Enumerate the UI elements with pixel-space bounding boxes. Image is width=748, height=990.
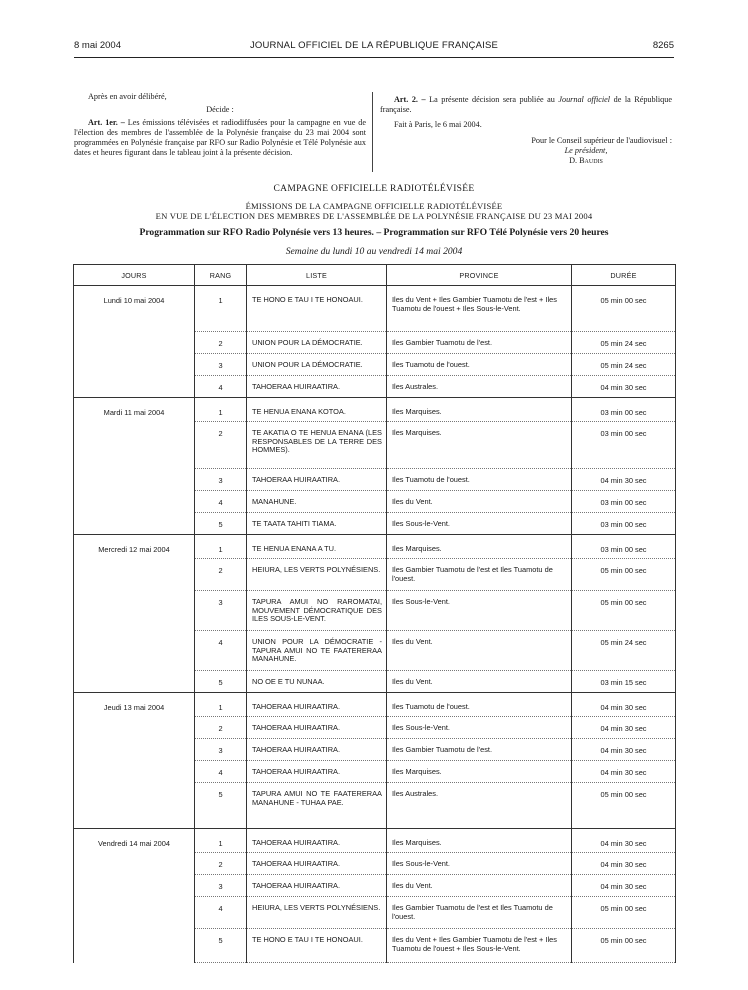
rang-cell: 5	[195, 513, 247, 535]
liste-cell: TAHOERAA HUIRAATIRA.	[247, 829, 387, 853]
article-1	[74, 118, 366, 158]
province-cell: Iles Australes.	[387, 376, 572, 398]
table-row	[74, 693, 676, 717]
province-cell: Iles Gambier Tuamotu de l'est.	[387, 739, 572, 761]
duree-cell: 03 min 00 sec	[572, 535, 676, 559]
rang-cell: 1	[195, 398, 247, 422]
place-date: Fait à Paris, le 6 mai 2004.	[394, 120, 482, 129]
running-header	[74, 40, 674, 54]
rang-cell: 5	[195, 929, 247, 963]
duree-cell: 05 min 00 sec	[572, 897, 676, 929]
rang-cell: 2	[195, 422, 247, 469]
province-cell: Iles Sous-le-Vent.	[387, 717, 572, 739]
liste-cell: TAHOERAA HUIRAATIRA.	[247, 469, 387, 491]
liste-cell: TE HENUA ENANA KOTOA.	[247, 398, 387, 422]
duree-cell: 04 min 30 sec	[572, 875, 676, 897]
liste-cell: TAPURA AMUI NO RAROMATAI, MOUVEMENT DÉMOCRATIQUE DES ILES SOUS-LE-VENT.	[247, 591, 387, 631]
column-header: RANG	[195, 265, 247, 286]
emissions-title	[74, 201, 674, 221]
duree-cell: 03 min 00 sec	[572, 398, 676, 422]
rang-cell: 2	[195, 717, 247, 739]
table-row	[74, 286, 676, 332]
column-header: LISTE	[247, 265, 387, 286]
rang-cell: 4	[195, 631, 247, 671]
article-2-label: Art. 2. –	[394, 95, 426, 104]
liste-cell: HEIURA, LES VERTS POLYNÉSIENS.	[247, 897, 387, 929]
liste-cell: TAPURA AMUI NO TE FAATERERAA MANAHUNE - TUHAA PAE.	[247, 783, 387, 829]
rang-cell: 3	[195, 469, 247, 491]
rang-cell: 4	[195, 376, 247, 398]
duree-cell: 04 min 30 sec	[572, 376, 676, 398]
province-cell: Iles Gambier Tuamotu de l'est.	[387, 332, 572, 354]
liste-cell: TE AKATIA O TE HENUA ENANA (LES RESPONSABLES DE LA TERRE DES HOMMES).	[247, 422, 387, 469]
issue-date: 8 mai 2004	[74, 40, 122, 51]
page-number: 8265	[652, 40, 674, 51]
column-header: PROVINCE	[387, 265, 572, 286]
duree-cell: 04 min 30 sec	[572, 853, 676, 875]
day-cell: Lundi 10 mai 2004	[74, 286, 195, 398]
rang-cell: 4	[195, 491, 247, 513]
duree-cell: 05 min 24 sec	[572, 332, 676, 354]
article-2-text-before: La présente décision sera publiée au	[429, 95, 555, 104]
campaign-title: CAMPAGNE OFFICIELLE RADIOTÉLÉVISÉE	[273, 184, 475, 194]
article-2-journal: Journal officiel	[558, 95, 611, 104]
programming-title: Programmation sur RFO Radio Polynésie vers 13 heures. – Programmation sur RFO Télé Polynésie vers 20 heures	[139, 227, 609, 238]
table-header-row	[74, 265, 676, 286]
table-row	[74, 398, 676, 422]
header-rule	[74, 57, 674, 58]
rang-cell: 1	[195, 693, 247, 717]
province-cell: Iles Marquises.	[387, 535, 572, 559]
province-cell: Iles Gambier Tuamotu de l'est et Iles Tuamotu de l'ouest.	[387, 897, 572, 929]
duree-cell: 05 min 24 sec	[572, 354, 676, 376]
rang-cell: 5	[195, 783, 247, 829]
province-cell: Iles du Vent.	[387, 671, 572, 693]
rang-cell: 1	[195, 535, 247, 559]
column-header: JOURS	[74, 265, 195, 286]
duree-cell: 04 min 30 sec	[572, 829, 676, 853]
liste-cell: TE HENUA ENANA A TU.	[247, 535, 387, 559]
duree-cell: 05 min 00 sec	[572, 591, 676, 631]
province-cell: Iles du Vent.	[387, 875, 572, 897]
article-2	[380, 95, 672, 115]
province-cell: Iles Marquises.	[387, 829, 572, 853]
liste-cell: TE HONO E TAU I TE HONOAUI.	[247, 929, 387, 963]
rang-cell: 3	[195, 354, 247, 376]
duree-cell: 05 min 00 sec	[572, 929, 676, 963]
province-cell: Iles Sous-le-Vent.	[387, 853, 572, 875]
liste-cell: MANAHUNE.	[247, 491, 387, 513]
right-column	[380, 95, 672, 166]
day-cell: Mardi 11 mai 2004	[74, 398, 195, 535]
province-cell: Iles Marquises.	[387, 422, 572, 469]
rang-cell: 4	[195, 761, 247, 783]
council-line: Pour le Conseil supérieur de l'audiovisuel :	[531, 136, 672, 145]
province-cell: Iles du Vent + Iles Gambier Tuamotu de l'est + Iles Tuamotu de l'ouest + Iles Sous-le-Vent.	[387, 286, 572, 332]
table-row	[74, 829, 676, 853]
liste-cell: TAHOERAA HUIRAATIRA.	[247, 717, 387, 739]
table-row	[74, 535, 676, 559]
day-cell: Mercredi 12 mai 2004	[74, 535, 195, 693]
decide-line: Décide :	[206, 105, 234, 114]
province-cell: Iles Gambier Tuamotu de l'est et Iles Tuamotu de l'ouest.	[387, 559, 572, 591]
province-cell: Iles Tuamotu de l'ouest.	[387, 469, 572, 491]
duree-cell: 05 min 00 sec	[572, 286, 676, 332]
signer-role: Le président,	[564, 146, 608, 155]
province-cell: Iles Sous-le-Vent.	[387, 591, 572, 631]
rang-cell: 5	[195, 671, 247, 693]
duree-cell: 03 min 00 sec	[572, 513, 676, 535]
liste-cell: UNION POUR LA DÉMOCRATIE.	[247, 354, 387, 376]
journal-title: JOURNAL OFFICIEL DE LA RÉPUBLIQUE FRANÇAISE	[249, 40, 499, 51]
rang-cell: 3	[195, 875, 247, 897]
liste-cell: TAHOERAA HUIRAATIRA.	[247, 693, 387, 717]
liste-cell: TAHOERAA HUIRAATIRA.	[247, 853, 387, 875]
liste-cell: TAHOERAA HUIRAATIRA.	[247, 875, 387, 897]
province-cell: Iles du Vent + Iles Gambier Tuamotu de l'est + Iles Tuamotu de l'ouest + Iles Sous-le-Vent.	[387, 929, 572, 963]
province-cell: Iles Tuamotu de l'ouest.	[387, 354, 572, 376]
liste-cell: TAHOERAA HUIRAATIRA.	[247, 739, 387, 761]
liste-cell: TE HONO E TAU I TE HONOAUI.	[247, 286, 387, 332]
province-cell: Iles Marquises.	[387, 398, 572, 422]
duree-cell: 03 min 15 sec	[572, 671, 676, 693]
liste-cell: NO OE E TU NUNAA.	[247, 671, 387, 693]
column-header: DURÉE	[572, 265, 676, 286]
rang-cell: 3	[195, 739, 247, 761]
rang-cell: 1	[195, 286, 247, 332]
liste-cell: UNION POUR LA DÉMOCRATIE.	[247, 332, 387, 354]
duree-cell: 04 min 30 sec	[572, 469, 676, 491]
column-divider	[372, 92, 373, 172]
rang-cell: 3	[195, 591, 247, 631]
rang-cell: 2	[195, 853, 247, 875]
schedule-table	[73, 264, 676, 963]
rang-cell: 2	[195, 332, 247, 354]
duree-cell: 05 min 24 sec	[572, 631, 676, 671]
deliberation-line: Après en avoir délibéré,	[88, 92, 167, 101]
duree-cell: 04 min 30 sec	[572, 717, 676, 739]
day-cell: Jeudi 13 mai 2004	[74, 693, 195, 829]
liste-cell: HEIURA, LES VERTS POLYNÉSIENS.	[247, 559, 387, 591]
duree-cell: 05 min 00 sec	[572, 783, 676, 829]
left-column	[74, 92, 366, 158]
duree-cell: 04 min 30 sec	[572, 761, 676, 783]
province-cell: Iles Australes.	[387, 783, 572, 829]
duree-cell: 03 min 00 sec	[572, 422, 676, 469]
liste-cell: UNION POUR LA DÉMOCRATIE - TAPURA AMUI NO TE FAATERERAA MANAHUNE.	[247, 631, 387, 671]
signer-name: D. Baudis	[569, 156, 603, 165]
province-cell: Iles du Vent.	[387, 491, 572, 513]
liste-cell: TAHOERAA HUIRAATIRA.	[247, 376, 387, 398]
duree-cell: 04 min 30 sec	[572, 693, 676, 717]
province-cell: Iles Tuamotu de l'ouest.	[387, 693, 572, 717]
province-cell: Iles Sous-le-Vent.	[387, 513, 572, 535]
province-cell: Iles Marquises.	[387, 761, 572, 783]
article-2-text-after: de la République française.	[380, 95, 672, 114]
duree-cell: 03 min 00 sec	[572, 491, 676, 513]
duree-cell: 05 min 00 sec	[572, 559, 676, 591]
rang-cell: 4	[195, 897, 247, 929]
article-1-label: Art. 1er. –	[88, 118, 125, 127]
rang-cell: 1	[195, 829, 247, 853]
day-cell: Vendredi 14 mai 2004	[74, 829, 195, 963]
article-1-text: Les émissions télévisées et radiodiffusées pour la campagne en vue de l'élection des membres de l'assemblée de la Polynésie française du 23 mai 2004 sont programmées en Polynésie française par RFO sur Radio Polynésie et Télé Polynésie aux dates et heures figurant dans le tableau joint à la présente décision.	[74, 118, 367, 157]
province-cell: Iles du Vent.	[387, 631, 572, 671]
duree-cell: 04 min 30 sec	[572, 739, 676, 761]
liste-cell: TAHOERAA HUIRAATIRA.	[247, 761, 387, 783]
emissions-title-line-1: ÉMISSIONS DE LA CAMPAGNE OFFICIELLE RADIOTÉLÉVISÉE	[245, 201, 503, 211]
rang-cell: 2	[195, 559, 247, 591]
emissions-title-line-2: EN VUE DE L'ÉLECTION DES MEMBRES DE L'ASSEMBLÉE DE LA POLYNÉSIE FRANÇAISE DU 23 MAI 2004	[155, 211, 593, 221]
liste-cell: TE TAATA TAHITI TIAMA.	[247, 513, 387, 535]
week-title: Semaine du lundi 10 au vendredi 14 mai 2004	[285, 246, 463, 257]
